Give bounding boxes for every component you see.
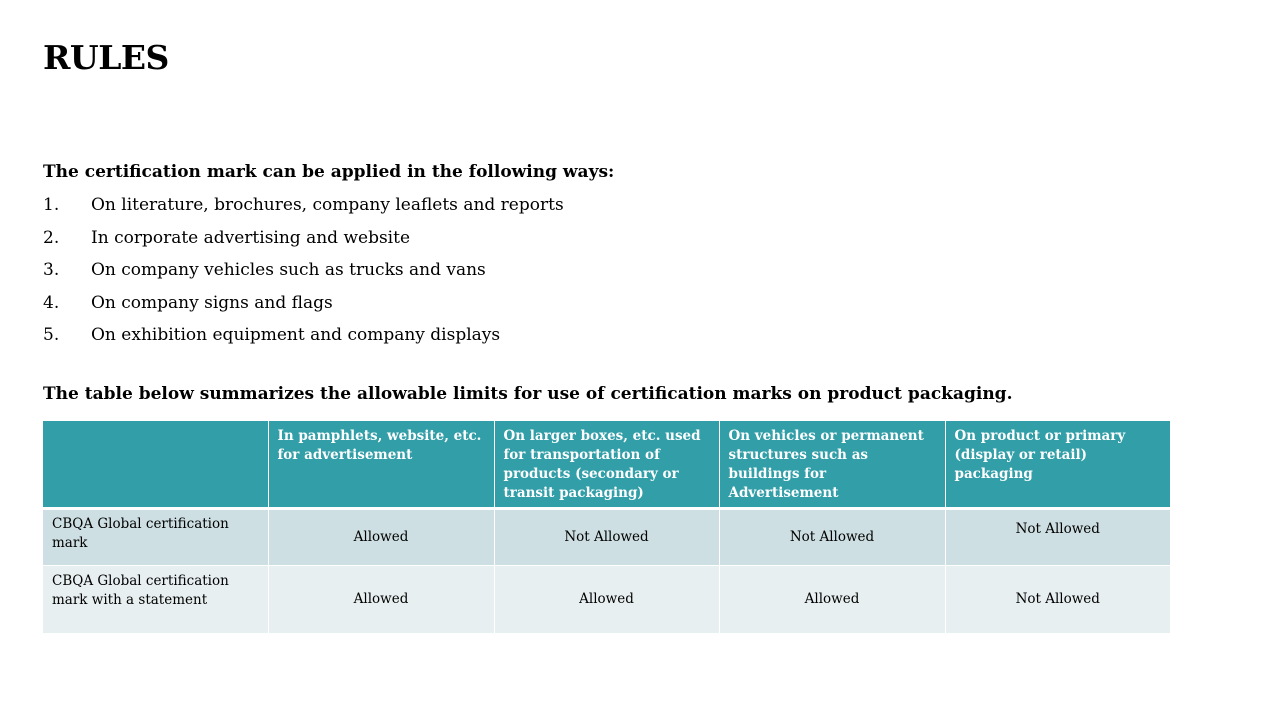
list-number: 2. [43,227,60,248]
table-header-cell: On product or primary (display or retail) packaging [945,421,1170,509]
table-cell: Allowed [719,566,945,633]
table-header-cell: On larger boxes, etc. used for transportation of products (secondary or transit packaging) [494,421,719,509]
table-header-row [43,421,1170,509]
list-item [43,227,564,260]
list-item [43,324,564,357]
table-cell: Allowed [268,509,494,566]
table-cell: Not Allowed [494,509,719,566]
table-cell: Allowed [494,566,719,633]
list-number: 3. [43,260,60,280]
list-text: On exhibition equipment and company displays [91,325,501,345]
list-item [43,259,564,292]
row-label: CBQA Global certification mark with a statement [43,566,268,633]
rules-list [43,194,564,357]
table-cell: Not Allowed [945,566,1170,633]
page-title: RULES [43,38,169,77]
table-header-cell: In pamphlets, website, etc. for advertisement [268,421,494,509]
list-number: 5. [43,325,60,345]
limits-table [43,421,1170,633]
list-item [43,194,564,227]
list-text: On literature, brochures, company leaflets and reports [91,195,564,215]
table-row [43,566,1170,633]
list-number: 1. [43,195,60,215]
intro-heading: The certification mark can be applied in the following ways: [43,162,615,182]
table-header-cell: On vehicles or permanent structures such as buildings for Advertisement [719,421,945,509]
table-header-cell [43,421,268,509]
row-label: CBQA Global certification mark [43,509,268,566]
list-text: In corporate advertising and website [91,227,411,248]
table-cell: Not Allowed [719,509,945,566]
list-text: On company vehicles such as trucks and vans [91,260,486,280]
list-text: On company signs and flags [91,292,333,313]
table-cell: Allowed [268,566,494,633]
table-row [43,509,1170,566]
list-item [43,292,564,325]
table-cell: Not Allowed [945,509,1170,566]
list-number: 4. [43,292,60,313]
table-caption: The table below summarizes the allowable limits for use of certification marks on product packaging. [43,384,1013,404]
